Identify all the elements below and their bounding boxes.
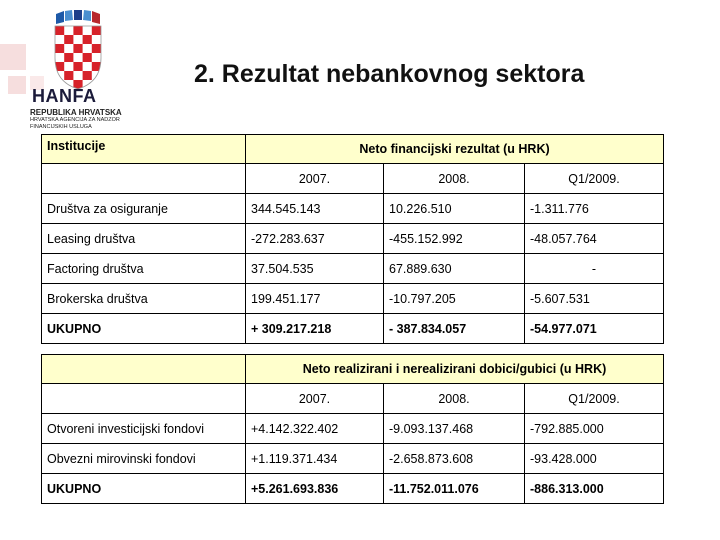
value-cell: 67.889.630 (384, 254, 525, 284)
group-header: Neto realizirani i nerealizirani dobici/gubici (u HRK) (246, 355, 664, 384)
value-cell: -2.658.873.608 (384, 444, 525, 474)
value-cell: - (525, 254, 664, 284)
year-header: Q1/2009. (525, 384, 664, 414)
value-cell: -10.797.205 (384, 284, 525, 314)
value-cell: +4.142.322.402 (246, 414, 384, 444)
empty-cell (42, 164, 246, 194)
value-cell: -9.093.137.468 (384, 414, 525, 444)
empty-header-cell (42, 355, 246, 384)
value-cell: -54.977.071 (525, 314, 664, 344)
year-header: 2008. (384, 164, 525, 194)
group-header: Neto financijski rezultat (u HRK) (246, 135, 664, 164)
financial-result-table (41, 134, 664, 344)
logo-line-1: REPUBLIKA HRVATSKA (30, 108, 122, 117)
year-header: Q1/2009. (525, 164, 664, 194)
value-cell: -48.057.764 (525, 224, 664, 254)
year-header: 2007. (246, 384, 384, 414)
value-cell: - 387.834.057 (384, 314, 525, 344)
row-label: Leasing društva (42, 224, 246, 254)
value-cell: 344.545.143 (246, 194, 384, 224)
logo-brand-text: HANFA (32, 86, 97, 106)
value-cell: +1.119.371.434 (246, 444, 384, 474)
table-row (42, 254, 664, 284)
value-cell: -5.607.531 (525, 284, 664, 314)
table-row (42, 414, 664, 444)
value-cell: -272.283.637 (246, 224, 384, 254)
row-label: Factoring društva (42, 254, 246, 284)
value-cell: 199.451.177 (246, 284, 384, 314)
row-label: UKUPNO (42, 474, 246, 504)
logo-line-2: HRVATSKA AGENCIJA ZA NADZOR (30, 117, 120, 123)
value-cell: -792.885.000 (525, 414, 664, 444)
value-cell: -93.428.000 (525, 444, 664, 474)
table-row (42, 284, 664, 314)
row-label: Brokerska društva (42, 284, 246, 314)
row-label: Obvezni mirovinski fondovi (42, 444, 246, 474)
page-title: 2. Rezultat nebankovnog sektora (194, 60, 585, 88)
total-row (42, 474, 664, 504)
institutions-header: Institucije (42, 135, 246, 164)
decorative-square (8, 76, 26, 94)
value-cell: -886.313.000 (525, 474, 664, 504)
croatian-coat-of-arms-icon (52, 10, 104, 90)
year-header: 2008. (384, 384, 525, 414)
value-cell: -455.152.992 (384, 224, 525, 254)
decorative-square (0, 44, 26, 70)
table-row (42, 444, 664, 474)
value-cell: +5.261.693.836 (246, 474, 384, 504)
value-cell: + 309.217.218 (246, 314, 384, 344)
value-cell: 10.226.510 (384, 194, 525, 224)
value-cell: 37.504.535 (246, 254, 384, 284)
total-row (42, 314, 664, 344)
hanfa-logo (28, 10, 128, 130)
row-label: UKUPNO (42, 314, 246, 344)
row-label: Društva za osiguranje (42, 194, 246, 224)
table-row (42, 224, 664, 254)
value-cell: -1.311.776 (525, 194, 664, 224)
year-header: 2007. (246, 164, 384, 194)
table-row (42, 194, 664, 224)
empty-cell (42, 384, 246, 414)
logo-line-3: FINANCIJSKIH USLUGA (30, 124, 92, 130)
value-cell: -11.752.011.076 (384, 474, 525, 504)
row-label: Otvoreni investicijski fondovi (42, 414, 246, 444)
gains-losses-table (41, 354, 664, 504)
